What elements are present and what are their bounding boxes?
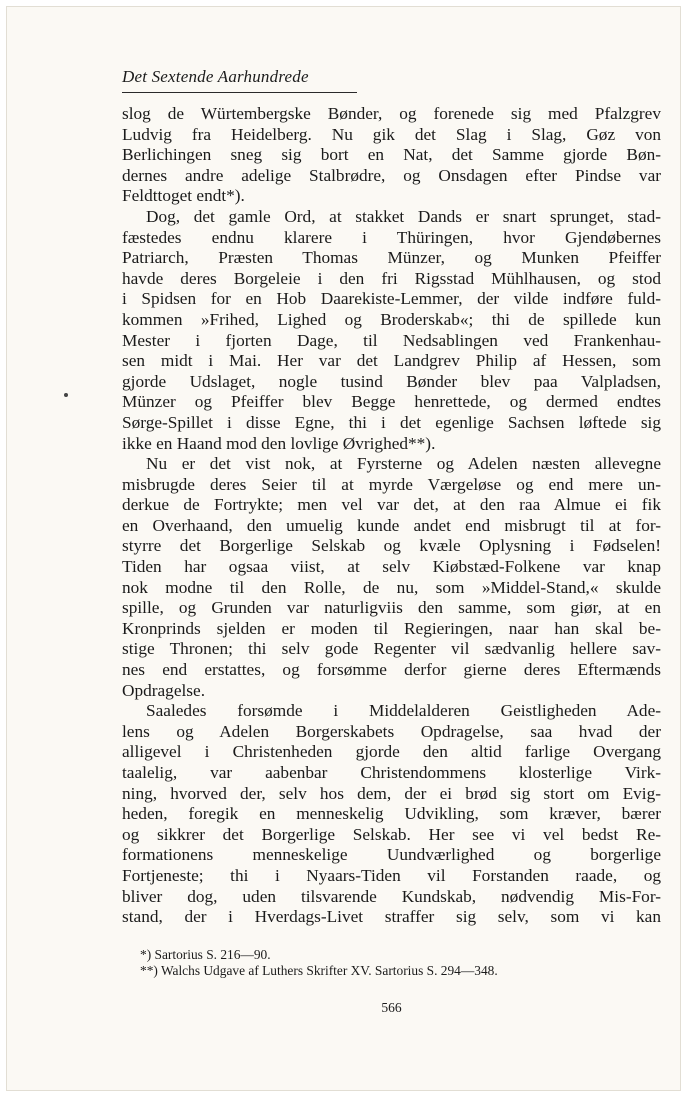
text-line: formationens menneskelige Uundværlighed og borgerlige bbox=[122, 845, 661, 865]
text-line: sen midt i Mai. Her var det Landgrev Philip af Hessen, som bbox=[122, 351, 661, 371]
page-number: 566 bbox=[381, 1000, 402, 1015]
text-line: derkue de Fortrykte; men vel var det, at den raa Almue ei fik bbox=[122, 495, 661, 515]
text-line: Dog, det gamle Ord, at stakket Dands er snart sprunget, stad- bbox=[146, 206, 661, 226]
text-line: Berlichingen sneg sig bort en Nat, det Samme gjorde Bøn- bbox=[122, 145, 661, 165]
text-line: Münzer og Pfeiffer blev Begge henrettede, og dermed endtes bbox=[122, 392, 661, 412]
text-line: kommen »Frihed, Lighed og Broderskab«; thi de spillede kun bbox=[122, 309, 661, 329]
text-line: spille, og Grunden var naturligviis den samme, som giør, at en bbox=[122, 598, 661, 618]
text-line: Nu er det vist nok, at Fyrsterne og Adelen næsten allevegne bbox=[146, 454, 661, 474]
footnote-2: **) Walchs Udgave af Luthers Skrifter XV. Sartorius S. 294—348. bbox=[140, 963, 498, 978]
text-line: ning, hvorved der, selv hos dem, der ei brød sig stort om Evig- bbox=[122, 783, 661, 803]
text-line: Opdragelse. bbox=[122, 680, 206, 700]
body-text bbox=[122, 104, 661, 928]
text-line: dernes andre adelige Stalbrødre, og Onsdagen efter Pindse var bbox=[122, 165, 661, 185]
text-line: Feldttoget endt*). bbox=[122, 186, 245, 206]
page-number-wrap bbox=[0, 1000, 687, 1016]
text-line: fæstedes endnu klarere i Thüringen, hvor Gjendøbernes bbox=[122, 227, 661, 247]
footnote-1: *) Sartorius S. 216—90. bbox=[140, 947, 271, 962]
text-line: Tiden har ogsaa viist, at selv Kiøbstæd-Folkene var knap bbox=[122, 557, 661, 577]
text-line: Saaledes forsømde i Middelalderen Geistligheden Ade- bbox=[146, 701, 661, 721]
text-line: lens og Adelen Borgerskabets Opdragelse, saa hvad der bbox=[122, 721, 661, 741]
text-line: heden, foregik en menneskelig Udvikling, som kræver, bærer bbox=[122, 804, 661, 824]
text-line: gjorde Udslaget, nogle tusind Bønder blev paa Valpladsen, bbox=[122, 371, 661, 391]
text-line: Fortjeneste; thi i Nyaars-Tiden vil Forstanden raade, og bbox=[122, 865, 661, 885]
text-line: stige Thronen; thi selv gode Regenter vil sædvanlig hellere sav- bbox=[122, 639, 661, 659]
text-line: styrre det Borgerlige Selskab og kvæle Oplysning i Fødselen! bbox=[122, 536, 661, 556]
text-line: i Spidsen for en Hob Daarekiste-Lemmer, der vilde indføre fuld- bbox=[122, 289, 661, 309]
text-line: Patriarch, Præsten Thomas Münzer, og Munken Pfeiffer bbox=[122, 248, 661, 268]
text-line: en Overhaand, den umuelig kunde andet end misbrugt til at for- bbox=[122, 515, 661, 535]
text-line: og sikkrer det Borgerlige Selskab. Her see vi vel bedst Re- bbox=[122, 824, 661, 844]
text-line: Ludvig fra Heidelberg. Nu gik det Slag i Slag, Gøz von bbox=[122, 124, 661, 144]
running-head: Det Sextende Aarhundrede bbox=[122, 67, 309, 86]
text-line: slog de Würtembergske Bønder, og forenede sig med Pfalzgrev bbox=[122, 104, 661, 123]
text-line: stand, der i Hverdags-Livet straffer sig selv, som vi kan bbox=[122, 907, 661, 927]
text-line: nes end erstattes, og forsømme derfor gierne deres Eftermænds bbox=[122, 660, 661, 680]
text-line: ikke en Haand mod den lovlige Øvrighed**). bbox=[122, 433, 436, 453]
text-line: Sørge-Spillet i disse Egne, thi i det egenlige Sachsen løftede sig bbox=[122, 412, 661, 432]
text-line: havde deres Borgeleie i den fri Rigsstad Mühlhausen, og stod bbox=[122, 268, 661, 288]
footnotes bbox=[140, 947, 660, 979]
text-line: Kronprinds sjelden er moden til Regieringen, naar han skal be- bbox=[122, 618, 661, 638]
text-line: nok modne til den Rolle, de nu, som »Middel-Stand,« skulde bbox=[122, 577, 661, 597]
text-line: Mester i fjorten Dage, til Nedsablingen ved Frankenhau- bbox=[122, 330, 661, 350]
margin-mark bbox=[64, 393, 68, 397]
header-rule bbox=[122, 92, 357, 93]
text-line: bliver dog, uden tilsvarende Kundskab, nødvendig Mis-For- bbox=[122, 886, 661, 906]
text-line: misbrugde deres Seier til at myrde Værgeløse og end mere un- bbox=[122, 474, 661, 494]
text-line: alligevel i Christenheden gjorde den altid farlige Overgang bbox=[122, 742, 661, 762]
text-line: taalelig, var aabenbar Christendommens klosterlige Virk- bbox=[122, 763, 661, 782]
